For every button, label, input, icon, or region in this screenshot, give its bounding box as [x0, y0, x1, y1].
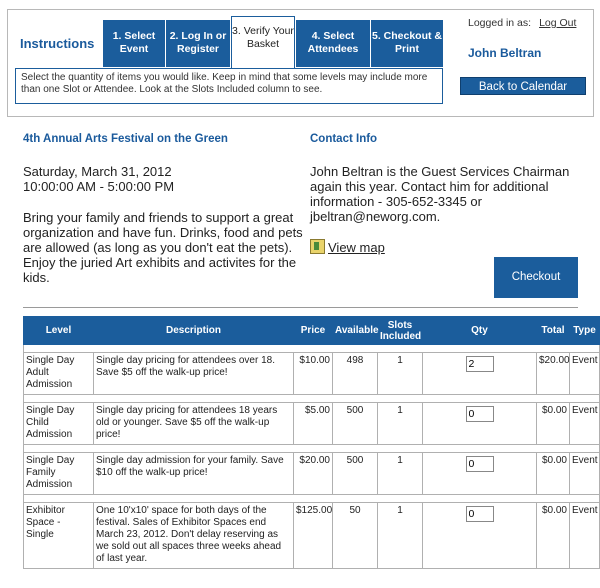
header-available: Available	[333, 317, 378, 345]
cell-available: 498	[333, 353, 378, 395]
cell-price: $5.00	[294, 403, 333, 445]
map-icon	[310, 239, 325, 254]
contact-text: John Beltran is the Guest Services Chairman again this year. Contact him for additional information - 305-652-3345 or jbeltran@neworg.com.	[310, 164, 570, 224]
row-spacer	[24, 445, 600, 453]
view-map-link[interactable]: View map	[328, 240, 385, 255]
instructions-label: Instructions	[20, 36, 95, 51]
table-row	[24, 453, 600, 495]
cell-slots: 1	[378, 503, 423, 569]
logged-in-label: Logged in as:	[468, 17, 532, 29]
cell-total: $0.00	[537, 453, 570, 495]
cell-total: $0.00	[537, 403, 570, 445]
row-spacer	[24, 495, 600, 503]
logout-link[interactable]: Log Out	[539, 17, 577, 29]
login-status	[468, 17, 576, 29]
row-spacer	[24, 395, 600, 403]
qty-input[interactable]	[466, 506, 494, 522]
cell-qty	[423, 353, 537, 395]
cell-level: Single Day Child Admission	[24, 403, 94, 445]
cell-qty	[423, 403, 537, 445]
cell-level: Single Day Adult Admission	[24, 353, 94, 395]
cell-price: $10.00	[294, 353, 333, 395]
user-name: John Beltran	[468, 46, 542, 60]
checkout-button[interactable]: Checkout	[494, 257, 578, 298]
cell-slots: 1	[378, 353, 423, 395]
table-row	[24, 353, 600, 395]
cell-available: 50	[333, 503, 378, 569]
qty-input[interactable]	[466, 456, 494, 472]
cell-description: Single day admission for your family. Save $10 off the walk-up price!	[94, 453, 294, 495]
step-login-register[interactable]: 2. Log In or Register	[166, 20, 230, 67]
event-datetime	[23, 164, 174, 194]
header-level: Level	[24, 317, 94, 345]
back-to-calendar-button[interactable]: Back to Calendar	[460, 77, 586, 95]
table-row	[24, 503, 600, 569]
cell-qty	[423, 453, 537, 495]
view-map[interactable]	[310, 239, 385, 255]
cell-level: Exhibitor Space - Single	[24, 503, 94, 569]
event-time: 10:00:00 AM - 5:00:00 PM	[23, 179, 175, 194]
step-select-attendees[interactable]: 4. Select Attendees	[296, 20, 370, 67]
instructions-notice: Select the quantity of items you would like. Keep in mind that some levels may include more than one Slot or Attendee. Look at the Slots Included column to see.	[15, 68, 443, 104]
header-description: Description	[94, 317, 294, 345]
cell-price: $20.00	[294, 453, 333, 495]
cell-slots: 1	[378, 403, 423, 445]
cell-type: Event	[570, 403, 600, 445]
cell-slots: 1	[378, 453, 423, 495]
header-slots: Slots Included	[378, 317, 423, 345]
cell-type: Event	[570, 503, 600, 569]
cell-type: Event	[570, 353, 600, 395]
header-qty: Qty	[423, 317, 537, 345]
table-row	[24, 403, 600, 445]
cell-price: $125.00	[294, 503, 333, 569]
cell-description: Single day pricing for attendees over 18. Save $5 off the walk-up price!	[94, 353, 294, 395]
cell-description: Single day pricing for attendees 18 years old or younger. Save $5 off the walk-up price!	[94, 403, 294, 445]
table-header-row	[24, 317, 600, 345]
header-total: Total	[537, 317, 570, 345]
event-description: Bring your family and friends to support a great organization and have fun. Drinks, food and pets are allowed (as long as you don't eat the pets). Enjoy the juried Art exhibits and activites for the kids.	[23, 210, 303, 285]
cell-level: Single Day Family Admission	[24, 453, 94, 495]
divider	[23, 307, 578, 308]
header-price: Price	[294, 317, 333, 345]
contact-title: Contact Info	[310, 133, 378, 145]
event-date: Saturday, March 31, 2012	[23, 164, 172, 179]
cell-total: $20.00	[537, 353, 570, 395]
step-checkout-print[interactable]: 5. Checkout & Print	[371, 20, 443, 67]
cell-type: Event	[570, 453, 600, 495]
event-title: 4th Annual Arts Festival on the Green	[23, 133, 228, 145]
step-select-event[interactable]: 1. Select Event	[103, 20, 165, 67]
header-type: Type	[570, 317, 600, 345]
cell-available: 500	[333, 403, 378, 445]
qty-input[interactable]	[466, 406, 494, 422]
cell-description: One 10'x10' space for both days of the festival. Sales of Exhibitor Spaces end March 23, 2012. Don't delay reserving as we sold out all spaces three weeks ahead of last year.	[94, 503, 294, 569]
basket-table	[23, 316, 600, 569]
step-verify-basket[interactable]: 3. Verify Your Basket	[231, 16, 295, 68]
cell-qty	[423, 503, 537, 569]
row-spacer	[24, 345, 600, 353]
cell-total: $0.00	[537, 503, 570, 569]
qty-input[interactable]	[466, 356, 494, 372]
cell-available: 500	[333, 453, 378, 495]
